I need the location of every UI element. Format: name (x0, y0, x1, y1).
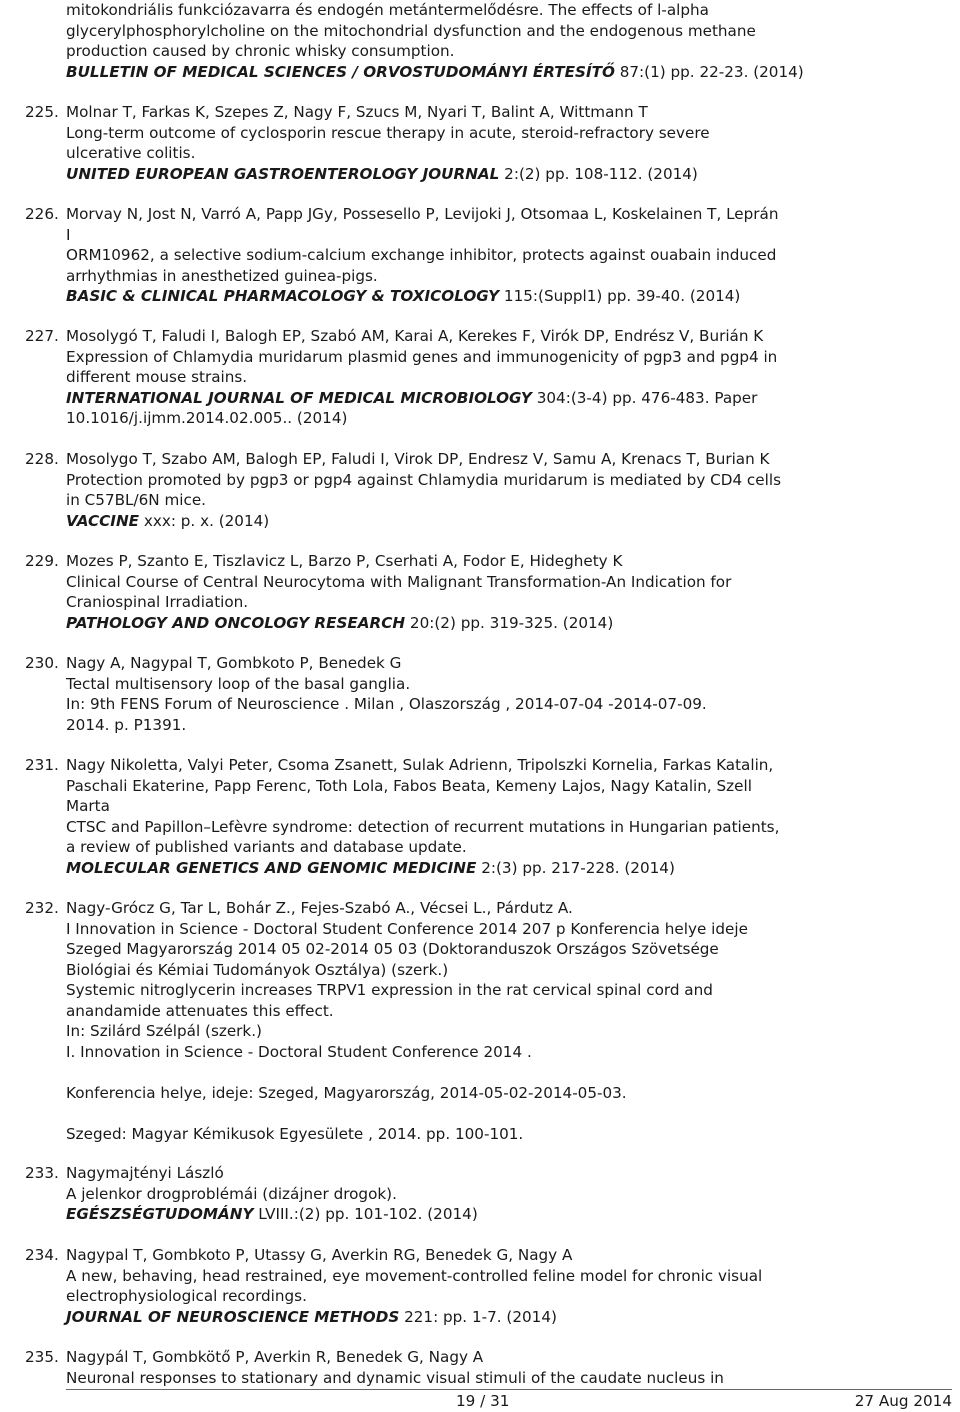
journal-name: EGÉSZSÉGTUDOMÁNY (66, 1205, 254, 1223)
entry-title-line: Protection promoted by pgp3 or pgp4 against Chlamydia muridarum is mediated by CD4 cells (66, 470, 781, 489)
entry-title-line: Tectal multisensory loop of the basal ganglia. (66, 674, 411, 693)
entry-authors-cont: I (66, 225, 71, 244)
journal-name: MOLECULAR GENETICS AND GENOMIC MEDICINE (66, 858, 477, 877)
entry-231 (25, 755, 872, 878)
entry-title-line: mitokondriális funkciózavarra és endogén metántermelődésre. The effects of l-alpha (66, 1, 709, 19)
entry-number: 229. (25, 552, 59, 570)
entry-title-line: different mouse strains. (66, 368, 248, 386)
entry-authors: Mosolygó T, Faludi I, Balogh EP, Szabó AM, Karai A, Kerekes F, Virók DP, Endrész V, Burián K (66, 327, 764, 345)
entry-number: 235. (25, 1348, 59, 1366)
entry-source-line: In: 9th FENS Forum of Neuroscience . Milan , Olaszország , 2014-07-04 -2014-07-09. (66, 695, 707, 713)
citation-details: 115:(Suppl1) pp. 39-40. (2014) (499, 287, 741, 305)
entry-number: 225. (25, 103, 59, 121)
citation-details: 304:(3-4) pp. 476-483. Paper (531, 388, 758, 407)
entry-authors: Nagy Nikoletta, Valyi Peter, Csoma Zsanett, Sulak Adrienn, Tripolszki Kornelia, Farkas Katalin, (66, 756, 774, 774)
entry-text-line: Biológiai és Kémiai Tudományok Osztálya) (szerk.) (66, 960, 449, 979)
citation-details: 87:(1) pp. 22-23. (2014) (614, 62, 804, 81)
page-number: 19 / 31 (456, 1392, 510, 1410)
entry-225 (25, 102, 872, 184)
spacer (66, 1103, 872, 1124)
citation-details: 20:(2) pp. 319-325. (2014) (405, 613, 614, 632)
entry-authors: Paschali Ekaterine, Papp Ferenc, Toth Lola, Fabos Beata, Kemeny Lajos, Nagy Katalin, Szell (66, 776, 752, 795)
entry-citation-cont: 10.1016/j.ijmm.2014.02.005.. (2014) (66, 409, 348, 427)
entry-citation (66, 164, 872, 185)
entry-authors: Morvay N, Jost N, Varró A, Papp JGy, Possesello P, Levijoki J, Otsomaa L, Koskelainen T, Leprán (66, 205, 779, 223)
entry-title-line: Neuronal responses to stationary and dynamic visual stimuli of the caudate nucleus in (66, 1368, 724, 1387)
entry-number: 234. (25, 1246, 59, 1264)
entry-citation (66, 1307, 872, 1328)
entry-number: 232. (25, 899, 59, 917)
spacer (66, 1062, 872, 1083)
entry-232 (25, 898, 872, 1144)
citation-details: 221: pp. 1-7. (2014) (399, 1307, 557, 1326)
entry-text-line: Systemic nitroglycerin increases TRPV1 expression in the rat cervical spinal cord and (66, 981, 713, 999)
entry-authors: Nagypal T, Gombkoto P, Utassy G, Averkin RG, Benedek G, Nagy A (66, 1246, 573, 1264)
entry-source-line: 2014. p. P1391. (66, 715, 187, 734)
entry-citation (66, 388, 872, 409)
entry-authors: Mozes P, Szanto E, Tiszlavicz L, Barzo P, Cserhati A, Fodor E, Hideghety K (66, 552, 623, 570)
entry-citation (66, 511, 872, 532)
entry-title-line: a review of published variants and database update. (66, 838, 467, 856)
entry-publisher-line: Szeged: Magyar Kémikusok Egyesülete , 2014. pp. 100-101. (66, 1124, 524, 1143)
citation-details: LVIII.:(2) pp. 101-102. (2014) (253, 1205, 478, 1223)
entry-title-line: CTSC and Papillon–Lefèvre syndrome: detection of recurrent mutations in Hungarian patients, (66, 817, 780, 836)
entry-number: 227. (25, 327, 59, 345)
entry-title-line: Craniospinal Irradiation. (66, 593, 249, 611)
journal-name: JOURNAL OF NEUROSCIENCE METHODS (66, 1307, 400, 1326)
entry-number: 231. (25, 756, 59, 774)
journal-name: BASIC & CLINICAL PHARMACOLOGY & TOXICOLOGY (66, 287, 500, 305)
entry-text-line: anandamide attenuates this effect. (66, 1001, 334, 1020)
entry-authors: Nagy A, Nagypal T, Gombkoto P, Benedek G (66, 654, 402, 672)
page-footer (66, 1389, 952, 1410)
entry-citation (66, 62, 872, 83)
entry-authors: Nagypál T, Gombkötő P, Averkin R, Benedek G, Nagy A (66, 1348, 484, 1366)
entry-title-line: A new, behaving, head restrained, eye movement-controlled feline model for chronic visual (66, 1266, 763, 1285)
entry-authors: Molnar T, Farkas K, Szepes Z, Nagy F, Szucs M, Nyari T, Balint A, Wittmann T (66, 103, 648, 121)
entry-233 (25, 1163, 872, 1225)
entry-title-line: ulcerative colitis. (66, 144, 196, 162)
entry-citation (66, 858, 872, 879)
entry-title-line: Expression of Chlamydia muridarum plasmid genes and immunogenicity of pgp3 and pgp4 in (66, 347, 778, 366)
entry-title-line: electrophysiological recordings. (66, 1287, 307, 1305)
journal-name: VACCINE (66, 511, 140, 530)
entry-place-line: Konferencia helye, ideje: Szeged, Magyarország, 2014-05-02-2014-05-03. (66, 1083, 627, 1102)
entry-authors: Mosolygo T, Szabo AM, Balogh EP, Faludi I, Virok DP, Endresz V, Samu A, Krenacs T, Burian K (66, 450, 770, 468)
entry-citation (66, 1204, 872, 1225)
entry-text-line: Szeged Magyarország 2014 05 02-2014 05 03 (Doktoranduszok Országos Szövetsége (66, 940, 719, 958)
entry-229 (25, 551, 872, 633)
entry-title-line: in C57BL/6N mice. (66, 491, 206, 509)
entry-235 (25, 1347, 872, 1388)
journal-name: INTERNATIONAL JOURNAL OF MEDICAL MICROBIOLOGY (66, 388, 532, 407)
citation-details: 2:(2) pp. 108-112. (2014) (499, 164, 698, 183)
entry-title-line: production caused by chronic whisky consumption. (66, 42, 455, 60)
entry-authors: Nagy-Grócz G, Tar L, Bohár Z., Fejes-Szabó A., Vécsei L., Párdutz A. (66, 899, 573, 917)
entry-234 (25, 1245, 872, 1327)
journal-name: UNITED EUROPEAN GASTROENTEROLOGY JOURNAL (66, 164, 500, 183)
entry-number: 228. (25, 450, 59, 468)
entry-number: 230. (25, 654, 59, 672)
entry-226 (25, 204, 872, 307)
entry-text-line: In: Szilárd Szélpál (szerk.) (66, 1022, 262, 1040)
entry-number: 233. (25, 1164, 59, 1182)
entry-title-line: Long-term outcome of cyclosporin rescue therapy in acute, steroid-refractory severe (66, 123, 710, 142)
entry-text-line: I Innovation in Science - Doctoral Student Conference 2014 207 p Konferencia helye ideje (66, 919, 748, 938)
entry-text-line: I. Innovation in Science - Doctoral Student Conference 2014 . (66, 1042, 532, 1061)
entry-227 (25, 326, 872, 429)
journal-name: PATHOLOGY AND ONCOLOGY RESEARCH (66, 613, 406, 632)
entry-title-line: ORM10962, a selective sodium-calcium exchange inhibitor, protects against ouabain induced (66, 246, 777, 264)
citation-details: 2:(3) pp. 217-228. (2014) (476, 858, 675, 877)
citation-details: xxx: p. x. (2014) (139, 511, 270, 530)
entry-224-continuation (25, 0, 872, 82)
entry-citation (66, 286, 872, 307)
entry-number: 226. (25, 205, 59, 223)
entry-title-line: arrhythmias in anesthetized guinea-pigs. (66, 266, 378, 285)
entry-authors: Marta (66, 797, 110, 815)
entry-title-line: Clinical Course of Central Neurocytoma with Malignant Transformation-An Indication for (66, 572, 732, 591)
entry-citation (66, 613, 872, 634)
footer-date: 27 Aug 2014 (854, 1392, 952, 1410)
entry-title-line: glycerylphosphorylcholine on the mitochondrial dysfunction and the endogenous methane (66, 21, 756, 40)
journal-name: BULLETIN OF MEDICAL SCIENCES / ORVOSTUDOMÁNYI ÉRTESÍTŐ (66, 62, 615, 81)
entry-title-line: A jelenkor drogproblémái (dizájner drogok). (66, 1184, 397, 1203)
entry-230 (25, 653, 872, 735)
entry-authors: Nagymajtényi László (66, 1164, 224, 1182)
entry-228 (25, 449, 872, 531)
